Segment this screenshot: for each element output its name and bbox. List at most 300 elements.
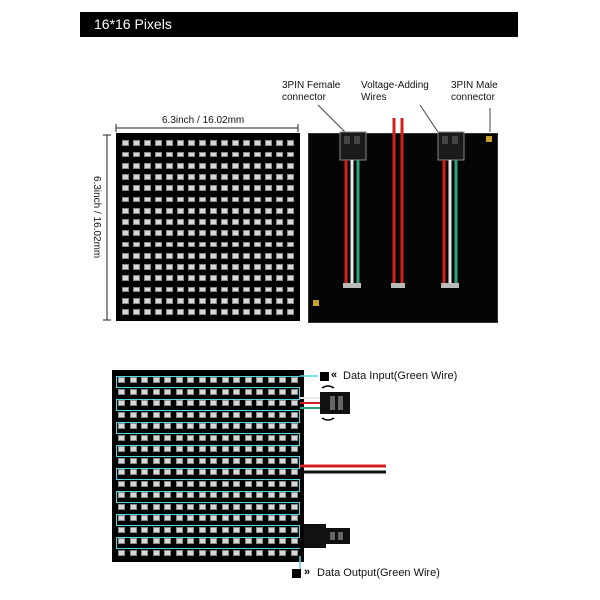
led-pixel xyxy=(155,152,162,158)
led-pixel xyxy=(188,140,195,146)
led-pixel xyxy=(279,377,286,383)
led-pixel xyxy=(265,174,272,180)
led-pixel xyxy=(130,527,137,533)
led-pixel xyxy=(232,275,239,281)
led-pixel xyxy=(232,219,239,225)
led-pixel xyxy=(222,435,229,441)
led-pixel xyxy=(256,550,263,556)
led-pixel xyxy=(199,264,206,270)
led-pixel xyxy=(210,163,217,169)
led-pixel xyxy=(118,435,125,441)
led-pixel xyxy=(245,515,252,521)
led-pixel xyxy=(233,481,240,487)
led-pixel xyxy=(166,309,173,315)
led-pixel xyxy=(141,469,148,475)
led-pixel xyxy=(176,527,183,533)
led-pixel xyxy=(222,550,229,556)
led-pixel xyxy=(243,219,250,225)
led-pixel xyxy=(199,275,206,281)
led-pixel xyxy=(254,140,261,146)
led-pixel xyxy=(199,458,206,464)
led-pixel xyxy=(199,208,206,214)
led-pixel xyxy=(243,152,250,158)
led-pixel xyxy=(164,423,171,429)
led-pixel xyxy=(243,275,250,281)
led-pixel xyxy=(144,174,151,180)
led-pixel xyxy=(166,230,173,236)
led-pixel xyxy=(233,515,240,521)
led-pixel xyxy=(243,242,250,248)
led-pixel xyxy=(187,412,194,418)
led-pixel xyxy=(122,309,129,315)
led-pixel xyxy=(256,492,263,498)
led-pixel xyxy=(177,197,184,203)
led-pixel xyxy=(233,423,240,429)
led-pixel xyxy=(130,412,137,418)
led-pixel xyxy=(188,275,195,281)
led-pixel xyxy=(254,242,261,248)
led-pixel xyxy=(265,287,272,293)
led-pixel xyxy=(256,469,263,475)
led-pixel xyxy=(155,219,162,225)
led-pixel xyxy=(291,446,298,452)
led-pixel xyxy=(177,253,184,259)
led-pixel xyxy=(199,423,206,429)
led-pixel xyxy=(210,389,217,395)
led-pixel xyxy=(188,309,195,315)
led-pixel xyxy=(243,253,250,259)
led-pixel xyxy=(279,389,286,395)
led-pixel xyxy=(153,504,160,510)
led-pixel xyxy=(256,435,263,441)
led-pixel xyxy=(153,400,160,406)
led-pixel xyxy=(276,174,283,180)
led-pixel xyxy=(133,163,140,169)
led-pixel xyxy=(268,446,275,452)
led-pixel xyxy=(199,435,206,441)
led-pixel xyxy=(265,185,272,191)
led-pixel xyxy=(199,174,206,180)
led-pixel xyxy=(287,230,294,236)
led-pixel xyxy=(279,492,286,498)
led-pixel xyxy=(291,527,298,533)
led-pixel xyxy=(177,287,184,293)
led-pixel xyxy=(222,412,229,418)
led-pixel xyxy=(187,538,194,544)
led-pixel xyxy=(276,275,283,281)
led-matrix-front xyxy=(116,133,300,321)
led-pixel xyxy=(256,446,263,452)
led-pixel xyxy=(221,185,228,191)
led-pixel xyxy=(291,550,298,556)
led-pixel xyxy=(265,219,272,225)
led-pixel xyxy=(268,423,275,429)
led-pixel xyxy=(245,389,252,395)
led-pixel xyxy=(144,140,151,146)
led-pixel xyxy=(279,400,286,406)
led-pixel xyxy=(243,230,250,236)
led-pixel xyxy=(265,152,272,158)
led-pixel xyxy=(155,208,162,214)
led-pixel xyxy=(268,527,275,533)
led-pixel xyxy=(291,492,298,498)
led-pixel xyxy=(141,377,148,383)
led-pixel xyxy=(268,481,275,487)
led-pixel xyxy=(122,298,129,304)
led-pixel xyxy=(233,435,240,441)
led-pixel xyxy=(153,550,160,556)
led-pixel xyxy=(256,412,263,418)
led-pixel xyxy=(222,527,229,533)
led-pixel xyxy=(176,481,183,487)
led-pixel xyxy=(177,219,184,225)
led-pixel xyxy=(130,377,137,383)
led-pixel xyxy=(221,197,228,203)
led-pixel xyxy=(232,309,239,315)
led-pixel xyxy=(254,275,261,281)
led-pixel xyxy=(199,298,206,304)
led-pixel xyxy=(118,400,125,406)
led-pixel xyxy=(265,242,272,248)
led-pixel xyxy=(187,550,194,556)
male-connector-label xyxy=(451,80,498,104)
led-pixel xyxy=(232,140,239,146)
led-pixel xyxy=(118,377,125,383)
led-pixel xyxy=(187,446,194,452)
led-pixel xyxy=(164,377,171,383)
led-pixel xyxy=(122,264,129,270)
led-pixel xyxy=(133,230,140,236)
led-pixel xyxy=(287,298,294,304)
led-pixel xyxy=(245,481,252,487)
led-pixel xyxy=(210,469,217,475)
led-pixel xyxy=(141,527,148,533)
led-pixel xyxy=(222,538,229,544)
led-pixel xyxy=(153,481,160,487)
led-pixel xyxy=(188,287,195,293)
led-pixel xyxy=(164,504,171,510)
led-pixel xyxy=(232,208,239,214)
led-pixel xyxy=(232,253,239,259)
led-pixel xyxy=(221,275,228,281)
led-pixel xyxy=(233,389,240,395)
led-pixel xyxy=(221,152,228,158)
led-pixel xyxy=(268,550,275,556)
led-pixel xyxy=(199,185,206,191)
led-pixel xyxy=(233,527,240,533)
led-pixel xyxy=(166,208,173,214)
led-pixel xyxy=(268,504,275,510)
led-pixel xyxy=(122,219,129,225)
led-pixel xyxy=(164,412,171,418)
led-pixel xyxy=(268,412,275,418)
led-pixel xyxy=(221,309,228,315)
voltage-wires-label-line2: Wires xyxy=(361,92,387,103)
led-pixel xyxy=(265,275,272,281)
led-pixel xyxy=(222,469,229,475)
led-pixel xyxy=(176,504,183,510)
led-pixel xyxy=(133,140,140,146)
led-pixel xyxy=(233,377,240,383)
led-pixel xyxy=(221,242,228,248)
led-pixel xyxy=(166,197,173,203)
led-pixel xyxy=(287,275,294,281)
led-pixel xyxy=(245,446,252,452)
led-pixel xyxy=(177,264,184,270)
height-dimension-label: 6.3inch / 16.02mm xyxy=(91,176,102,259)
led-pixel xyxy=(153,423,160,429)
title-banner xyxy=(80,12,518,37)
led-pixel xyxy=(144,253,151,259)
led-pixel xyxy=(287,219,294,225)
led-pixel xyxy=(144,230,151,236)
led-pixel xyxy=(164,515,171,521)
led-pixel xyxy=(199,163,206,169)
led-pixel xyxy=(177,309,184,315)
led-pixel xyxy=(144,309,151,315)
led-pixel xyxy=(177,140,184,146)
led-pixel xyxy=(279,412,286,418)
led-pixel xyxy=(164,435,171,441)
led-pixel xyxy=(144,197,151,203)
led-pixel xyxy=(265,197,272,203)
led-pixel xyxy=(199,197,206,203)
data-output-marker xyxy=(292,569,301,578)
led-pixel xyxy=(232,264,239,270)
led-pixel xyxy=(130,481,137,487)
led-pixel xyxy=(276,152,283,158)
led-pixel xyxy=(265,140,272,146)
led-pixel xyxy=(243,163,250,169)
led-pixel xyxy=(166,163,173,169)
led-pixel xyxy=(199,504,206,510)
led-pixel xyxy=(243,287,250,293)
led-pixel xyxy=(291,389,298,395)
led-pixel xyxy=(210,435,217,441)
led-pixel xyxy=(155,287,162,293)
led-pixel xyxy=(155,163,162,169)
led-pixel xyxy=(199,242,206,248)
led-pixel xyxy=(141,400,148,406)
data-trace-turn xyxy=(299,525,300,537)
led-pixel xyxy=(210,412,217,418)
led-pixel xyxy=(188,230,195,236)
led-pixel xyxy=(268,469,275,475)
led-pixel xyxy=(279,458,286,464)
voltage-wires-label xyxy=(361,80,429,104)
led-pixel xyxy=(254,197,261,203)
led-pixel xyxy=(210,275,217,281)
led-pixel xyxy=(118,492,125,498)
led-pixel xyxy=(279,515,286,521)
led-pixel xyxy=(144,264,151,270)
led-pixel xyxy=(210,309,217,315)
led-pixel xyxy=(118,469,125,475)
led-pixel xyxy=(245,504,252,510)
led-pixel xyxy=(287,287,294,293)
led-pixel xyxy=(155,275,162,281)
led-pixel xyxy=(155,197,162,203)
led-pixel xyxy=(166,287,173,293)
led-pixel xyxy=(276,208,283,214)
led-pixel xyxy=(232,242,239,248)
led-pixel xyxy=(177,174,184,180)
led-pixel xyxy=(210,152,217,158)
led-pixel xyxy=(164,538,171,544)
led-pixel xyxy=(166,140,173,146)
led-pixel xyxy=(210,550,217,556)
led-pixel xyxy=(232,197,239,203)
led-pixel xyxy=(210,458,217,464)
led-pixel xyxy=(188,253,195,259)
led-pixel xyxy=(133,219,140,225)
female-connector-label-line2: connector xyxy=(282,92,326,103)
led-pixel xyxy=(233,492,240,498)
led-pixel xyxy=(199,481,206,487)
led-pixel xyxy=(188,242,195,248)
led-pixel xyxy=(210,253,217,259)
led-pixel xyxy=(144,287,151,293)
led-pixel xyxy=(118,527,125,533)
led-pixel xyxy=(153,515,160,521)
led-pixel xyxy=(279,504,286,510)
led-pixel xyxy=(245,458,252,464)
led-pixel xyxy=(118,458,125,464)
led-pixel xyxy=(118,550,125,556)
led-pixel xyxy=(210,185,217,191)
led-pixel xyxy=(199,152,206,158)
led-pixel xyxy=(144,163,151,169)
led-pixel xyxy=(291,538,298,544)
led-pixel xyxy=(133,264,140,270)
female-connector-label-line1: 3PIN Female xyxy=(282,80,341,91)
led-pixel xyxy=(210,446,217,452)
led-pixel xyxy=(176,435,183,441)
led-pixel xyxy=(268,515,275,521)
led-pixel xyxy=(222,458,229,464)
led-pixel xyxy=(210,504,217,510)
led-pixel xyxy=(122,185,129,191)
led-pixel xyxy=(254,287,261,293)
led-pixel xyxy=(276,230,283,236)
led-pixel xyxy=(118,423,125,429)
led-pixel xyxy=(291,435,298,441)
led-pixel xyxy=(122,197,129,203)
led-pixel xyxy=(133,253,140,259)
led-pixel xyxy=(164,458,171,464)
width-dimension-label: 6.3inch / 16.02mm xyxy=(162,115,245,126)
data-input-chevron-icon: « xyxy=(331,369,338,381)
led-pixel xyxy=(222,389,229,395)
led-pixel xyxy=(188,298,195,304)
data-output-chevron-icon: » xyxy=(304,566,311,578)
led-pixel xyxy=(222,446,229,452)
data-trace-turn xyxy=(299,410,300,422)
led-pixel xyxy=(210,538,217,544)
led-pixel xyxy=(245,423,252,429)
led-pixel xyxy=(233,538,240,544)
led-pixel xyxy=(155,309,162,315)
led-pixel xyxy=(268,538,275,544)
led-pixel xyxy=(221,253,228,259)
data-trace-turn xyxy=(116,376,117,388)
led-pixel xyxy=(221,264,228,270)
led-pixel xyxy=(276,163,283,169)
male-connector-label-line2: connector xyxy=(451,92,495,103)
led-pixel xyxy=(153,446,160,452)
led-pixel xyxy=(245,469,252,475)
led-pixel xyxy=(245,492,252,498)
led-pixel xyxy=(210,140,217,146)
led-pixel xyxy=(153,412,160,418)
led-pixel xyxy=(245,550,252,556)
led-pixel xyxy=(254,185,261,191)
led-pixel xyxy=(176,458,183,464)
led-pixel xyxy=(176,469,183,475)
led-pixel xyxy=(256,481,263,487)
led-pixel xyxy=(287,163,294,169)
led-pixel xyxy=(221,208,228,214)
led-pixel xyxy=(176,400,183,406)
led-pixel xyxy=(268,377,275,383)
led-pixel xyxy=(276,140,283,146)
male-connector-label-line1: 3PIN Male xyxy=(451,80,498,91)
led-pixel xyxy=(291,481,298,487)
led-pixel xyxy=(291,400,298,406)
led-pixel xyxy=(144,185,151,191)
led-pixel xyxy=(187,400,194,406)
led-pixel xyxy=(233,504,240,510)
led-pixel xyxy=(141,423,148,429)
led-pixel xyxy=(276,242,283,248)
led-pixel xyxy=(188,163,195,169)
led-pixel xyxy=(155,174,162,180)
led-pixel xyxy=(291,515,298,521)
led-pixel xyxy=(245,400,252,406)
led-pixel xyxy=(122,140,129,146)
led-pixel xyxy=(130,400,137,406)
led-pixel xyxy=(245,412,252,418)
led-pixel xyxy=(133,287,140,293)
led-pixel xyxy=(187,492,194,498)
led-pixel xyxy=(166,253,173,259)
led-pixel xyxy=(210,400,217,406)
led-pixel xyxy=(254,264,261,270)
led-pixel xyxy=(256,377,263,383)
led-pixel xyxy=(232,174,239,180)
led-pixel xyxy=(221,163,228,169)
led-pixel xyxy=(232,152,239,158)
led-pixel xyxy=(141,389,148,395)
led-pixel xyxy=(130,469,137,475)
led-pixel xyxy=(232,185,239,191)
led-pixel xyxy=(133,185,140,191)
led-pixel xyxy=(153,492,160,498)
led-pixel xyxy=(130,389,137,395)
data-trace-turn xyxy=(116,399,117,411)
data-trace-turn xyxy=(116,514,117,526)
led-pixel xyxy=(155,242,162,248)
led-pixel xyxy=(187,377,194,383)
led-pixel xyxy=(166,298,173,304)
led-pixel xyxy=(222,423,229,429)
led-matrix-wiring-view xyxy=(112,370,304,562)
led-pixel xyxy=(141,550,148,556)
led-pixel xyxy=(245,377,252,383)
led-pixel xyxy=(287,242,294,248)
data-trace-turn xyxy=(299,433,300,445)
led-pixel xyxy=(268,492,275,498)
